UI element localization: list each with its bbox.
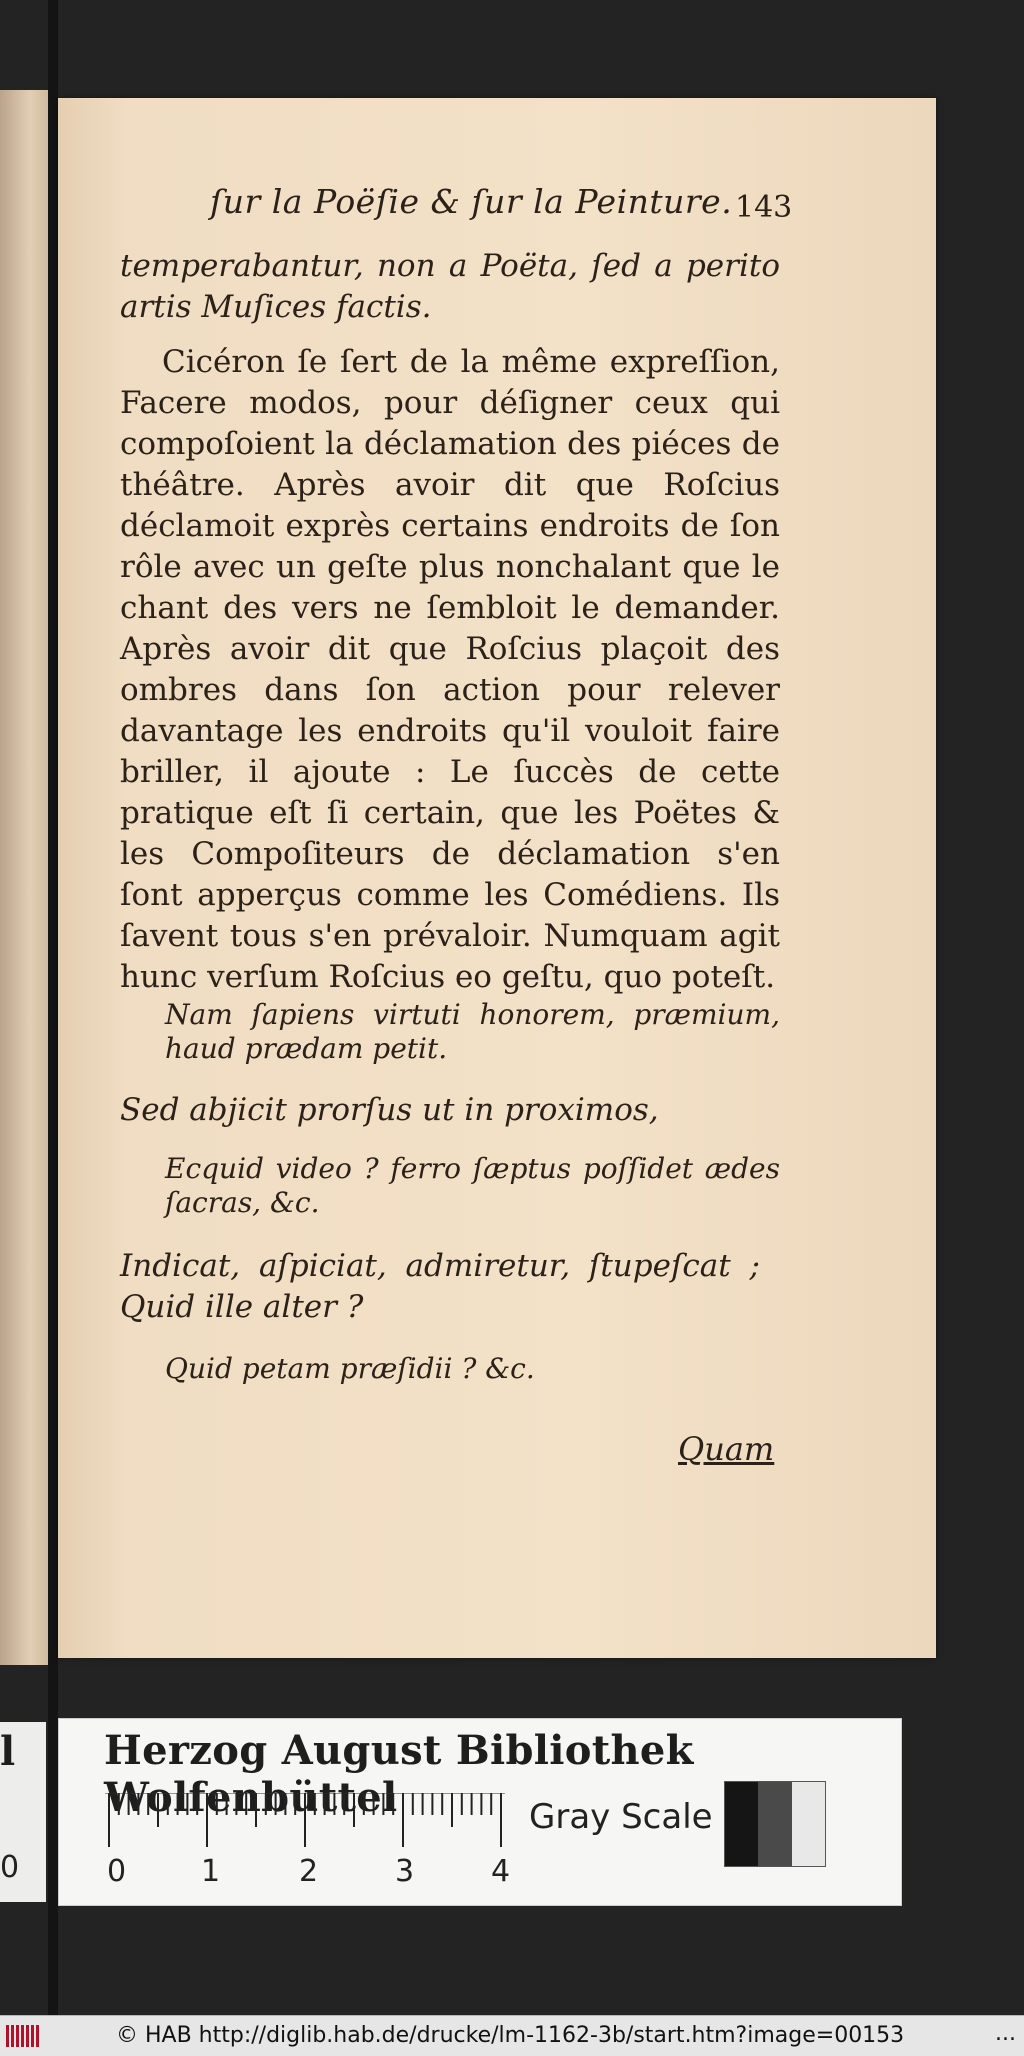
ruler-label-1: 1 (201, 1854, 221, 1889)
ruler-label-2: 2 (299, 1854, 319, 1889)
gray-scale-patches (724, 1781, 826, 1867)
gray-patch-dark (758, 1782, 791, 1866)
verse-line-2: Sed abjicit prorſus ut in proximos, (120, 1092, 659, 1128)
intro-italic-lines: temperabantur, non a Poëta, ſed a perito artis Muſices factis. (120, 248, 780, 325)
adjacent-card-number: 0 (0, 1850, 20, 1885)
main-paragraph: Cicéron ſe ſert de la même expreſſion, Facere modos, pour déſigner ceux qui compoſoient la déclamation des piéces de théâtre. Après avoir dit que Roſcius déclamoit exprès certains endroits de ſon rôle avec un geſte plus nonchalant que le chant des vers ne ſembloit le demander. Après avoir dit que Roſcius plaçoit des ombres dans ſon action pour relever davantage les endroits qu'il vouloit faire briller, il ajoute : Le ſuccès de cette pratique eſt ſi certain, que les Poëtes & les Compoſiteurs de déclamation s'en ſont apperçus comme les Comédiens. Ils ſavent tous s'en prévaloir. Numquam agit hunc verſum Roſcius eo geſtu, quo poteſt. (120, 344, 780, 995)
running-head: ſur la Poëſie & ſur la Peinture. (210, 182, 733, 221)
quote-3: Quid petam præſidii ? &c. (165, 1352, 535, 1385)
verse-line-3: Indicat, aſpiciat, admiretur, ſtupeſcat ; Quid ille alter ? (120, 1248, 760, 1325)
gray-patch-light (792, 1782, 825, 1866)
color-reference-card (58, 1718, 902, 1906)
adjacent-page-edge (0, 90, 50, 1665)
quote-1: Nam ſapiens virtuti honorem, præmium, haud prædam petit. (165, 998, 780, 1065)
card-title: Herzog August Bibliothek Wolfenbüttel (104, 1727, 694, 1821)
copyright-url[interactable]: © HAB http://diglib.hab.de/drucke/lm-1162-3b/start.htm?image=00153 (116, 2023, 905, 2048)
gray-patch-black (725, 1782, 758, 1866)
quote-2: Ecquid video ? ferro ſæptus poſſidet ædes ſacras, &c. (165, 1152, 780, 1219)
ruler-label-0: 0 (107, 1854, 127, 1889)
status-bar (0, 2015, 1024, 2056)
book-spine (48, 0, 58, 2015)
gray-scale-label: Gray Scale (529, 1797, 713, 1837)
catchword: Quam (678, 1430, 775, 1468)
page-number: 143 (735, 190, 793, 225)
ruler (105, 1793, 505, 1849)
hab-logo-icon (6, 2025, 44, 2047)
ruler-label-4: 4 (491, 1854, 511, 1889)
ruler-label-3: 3 (395, 1854, 415, 1889)
more-icon[interactable]: ... (995, 2021, 1016, 2046)
adjacent-card-letter: l (0, 1728, 16, 1775)
